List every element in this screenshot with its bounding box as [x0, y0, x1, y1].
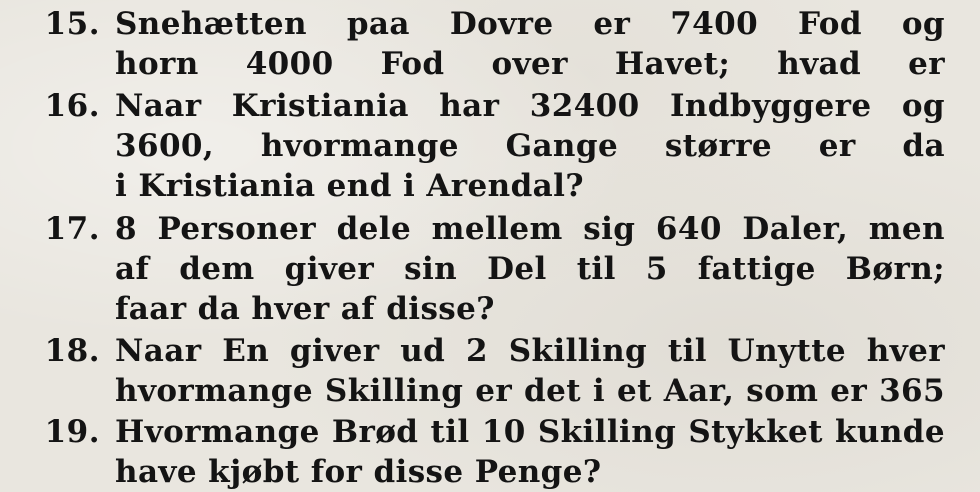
problem-number: 15. [44, 6, 100, 42]
problem-text-line: Hvormange Brød til 10 Skilling Stykket kunde [115, 414, 945, 450]
problem-text-line: 3600, hvormange Gange større er da [115, 128, 945, 164]
problem-number: 16. [44, 88, 100, 124]
problem-number: 19. [44, 414, 100, 450]
problem-text-line: af dem giver sin Del til 5 fattige Børn; [115, 251, 945, 287]
problem-number: 17. [44, 211, 100, 247]
problem-number: 18. [44, 333, 100, 369]
problem-text-line: Snehætten paa Dovre er 7400 Fod og [115, 6, 945, 42]
problem-text-line: i Kristiania end i Arendal? [115, 168, 584, 204]
problem-text-line: 8 Personer dele mellem sig 640 Daler, men [115, 211, 945, 247]
problem-text-line: hvormange Skilling er det i et Aar, som er 365 [115, 373, 945, 409]
problem-text-line: faar da hver af disse? [115, 291, 495, 327]
problem-text-line: Naar Kristiania har 32400 Indbyggere og [115, 88, 945, 124]
problem-text-line: have kjøbt for disse Penge? [115, 454, 602, 490]
problem-text-line: Naar En giver ud 2 Skilling til Unytte hver [115, 333, 945, 369]
problem-text-line: horn 4000 Fod over Havet; hvad er [115, 46, 945, 82]
